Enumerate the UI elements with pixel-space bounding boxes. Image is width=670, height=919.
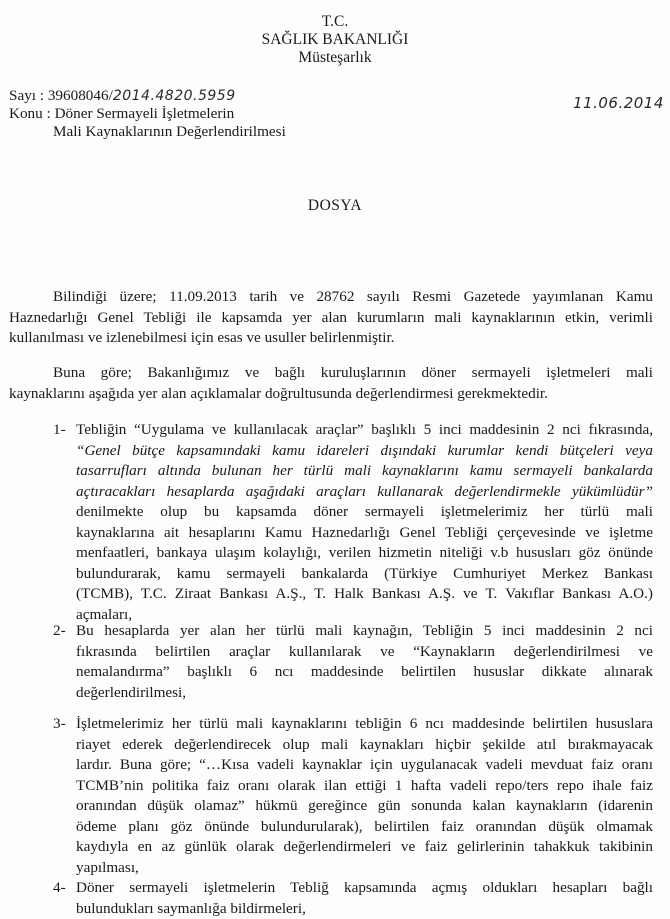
paragraph-instruction xyxy=(9,363,653,404)
item-line: bulundurarak, kamu sermayeli bankalarda (Türkiye Cumhuriyet Merkez Bankası xyxy=(76,564,653,585)
paragraph-line: Buna göre; Bakanlığımız ve bağlı kuruluşlarının döner sermayeli işletmeleri mali xyxy=(9,363,653,384)
konu-line2: Mali Kaynaklarının Değerlendirilmesi xyxy=(53,123,286,141)
item-line: yapılması, xyxy=(76,858,653,879)
konu-line xyxy=(9,105,234,123)
item-line: Bu hesaplarda yer alan her türlü mali kaynağın, Tebliğin 5 inci maddesinin 2 nci xyxy=(76,621,653,642)
konu-label: Konu : xyxy=(9,105,51,122)
handwritten-date: 11.06.2014 xyxy=(573,94,664,112)
item-line: nemalandırma” başlıklı 6 ncı maddesinde belirtilen hususlar dikkate alınarak xyxy=(76,662,653,683)
item-number: 2- xyxy=(53,621,66,642)
item-line: TCMB’nin politika faiz oranı olarak ilan ettiği 1 hafta vadeli repo/ters repo ihale faiz xyxy=(76,776,653,797)
item-line: oranından düşük olamaz” hükmü gereğince gün sonunda kalan kaynakların (idarenin xyxy=(76,796,653,817)
sayi-label: Sayı : xyxy=(9,87,44,104)
paragraph-line: kullanılması ve izlenebilmesi için esas ve usuller belirlenmiştir. xyxy=(9,328,653,349)
item-line: lardır. Buna göre; “…Kısa vadeli kaynaklar için uygulanacak vadeli mevduat faiz oranı xyxy=(76,755,653,776)
paragraph-line: Bilindiği üzere; 11.09.2013 tarih ve 28762 sayılı Resmi Gazetede yayımlanan Kamu xyxy=(9,287,653,308)
item-number: 4- xyxy=(53,878,66,899)
sayi-line xyxy=(9,87,236,105)
item-number: 3- xyxy=(53,714,66,735)
item-line: denilmekte olup bu kapsamda döner sermayeli işletmelerimiz her türlü mali xyxy=(76,502,653,523)
item-line: fıkrasında belirtilen araçlar kullanılarak ve “Kaynakların değerlendirilmesi ve xyxy=(76,642,653,663)
item-line: Döner sermayeli işletmelerin Tebliğ kapsamında açmış oldukları hesapları bağlı xyxy=(76,878,653,899)
item-line: kaynaklarına ait hesaplarını Kamu Haznedarlığı Genel Tebliği çerçevesinde ve işletme xyxy=(76,523,653,544)
item-line: riayet ederek değerlendirecek olup mali kaynakları hiçbir şekilde atıl bırakmayacak xyxy=(76,735,653,756)
paragraph-line: Haznedarlığı Genel Tebliği ile kapsamda yer alan kurumların mali kaynaklarının etkin, verimli xyxy=(9,308,653,329)
item-line: İşletmelerimiz her türlü mali kaynaklarını tebliğin 6 ncı maddesinde belirtilen hususlara xyxy=(76,714,653,735)
document-title: DOSYA xyxy=(0,197,670,215)
item-number: 1- xyxy=(53,420,66,441)
header-tc: T.C. xyxy=(0,13,670,31)
item-line: menfaatleri, bankaya ulaşım kolaylığı, verilen hizmetin niteliği v.b hususları göz önünde xyxy=(76,543,653,564)
paragraph-line: kaynaklarını aşağıda yer alan açıklamalar doğrultusunda değerlendirmesi gerekmektedir. xyxy=(9,384,653,405)
item-line: açmaları, xyxy=(76,605,653,626)
item-line: (TCMB), T.C. Ziraat Bankası A.Ş., T. Halk Bankası A.Ş. ve T. Vakıflar Bankası A.O.) xyxy=(76,584,653,605)
item-line-quote: tasarrufları altında bulunan her türlü mali kaynaklarını kamu sermayeli bankalarda xyxy=(76,461,653,482)
item-line: kaydıyla en az günlük olarak değerlendirmeleri ve faiz gelirlerinin tahakkuk takibinin xyxy=(76,837,653,858)
item-line-quote: “Genel bütçe kapsamındaki kamu idareleri dışındaki kurumlar kendi bütçeleri veya xyxy=(76,441,653,462)
paragraph-intro xyxy=(9,287,653,349)
sayi-handwritten-number: 2014.4820.5959 xyxy=(113,88,236,104)
item-line-quote: açtıracakları hesaplarda aşağıdaki araçları kullanarak değerlendirmekle yükümlüdür” xyxy=(76,482,653,503)
item-line: ödeme planı göz önünde bulundurularak), belirtilen faiz oranından düşük olmamak xyxy=(76,817,653,838)
item-line: Tebliğin “Uygulama ve kullanılacak araçlar” başlıklı 5 inci maddesinin 2 nci fıkrasında, xyxy=(76,420,653,441)
konu-line1: Döner Sermayeli İşletmelerin xyxy=(55,105,235,122)
header-undersecretariat: Müsteşarlık xyxy=(0,49,670,67)
item-line: bulundukları saymanlığa bildirmeleri, xyxy=(76,899,653,919)
sayi-value: 39608046/ xyxy=(48,87,113,104)
item-line: değerlendirilmesi, xyxy=(76,683,653,704)
header-ministry: SAĞLIK BAKANLIĞI xyxy=(0,31,670,49)
